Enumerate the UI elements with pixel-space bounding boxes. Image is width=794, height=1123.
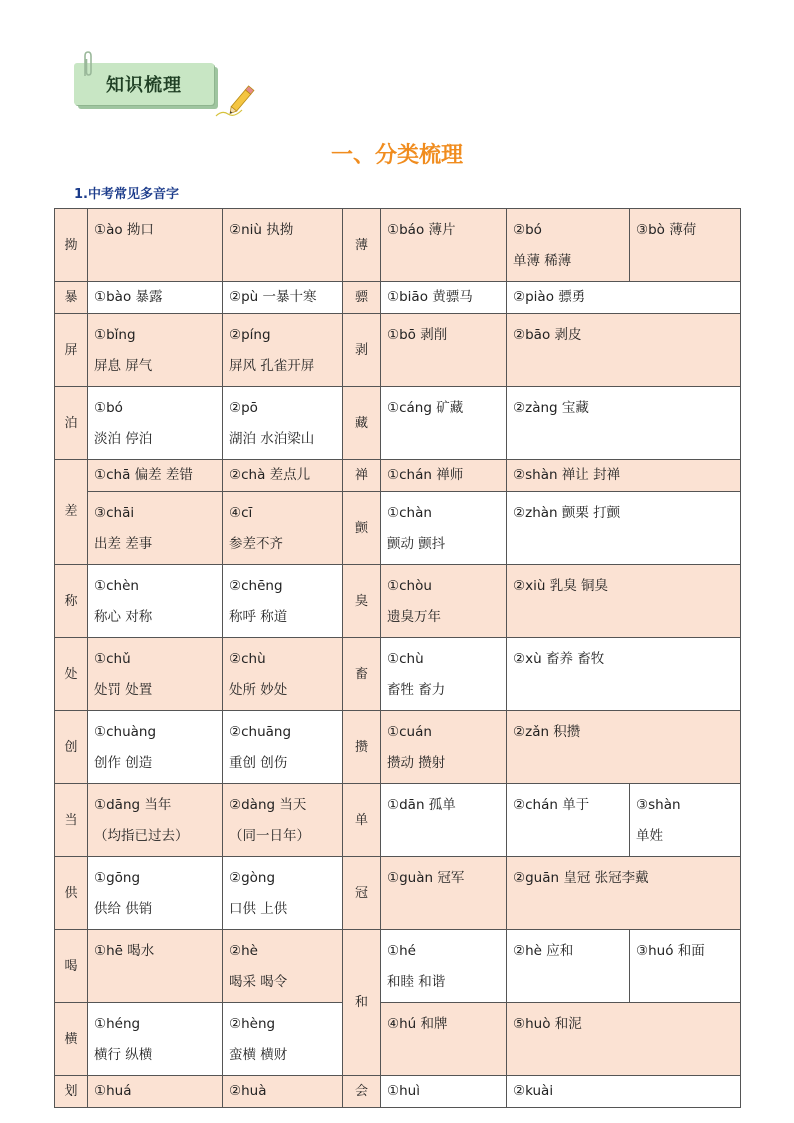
reading-cell	[88, 711, 223, 784]
reading-line: ②bó	[513, 222, 542, 238]
reading-cell	[630, 209, 741, 282]
reading-line: ①huì	[387, 1083, 420, 1099]
reading-line: 单姓	[636, 828, 663, 844]
reading-cell	[88, 1076, 223, 1108]
reading-cell	[88, 930, 223, 1003]
reading-cell	[223, 1003, 343, 1076]
table-row	[55, 1076, 741, 1108]
char-cell: 创	[55, 711, 88, 784]
reading-line: 屏息 屏气	[94, 358, 153, 374]
char-cell: 暴	[55, 282, 88, 314]
reading-line: ①biāo 黄骠马	[387, 289, 473, 305]
table-row	[55, 930, 741, 1003]
reading-cell	[381, 314, 507, 387]
reading-line: ①guàn 冠军	[387, 870, 465, 886]
table-row	[55, 387, 741, 460]
char-cell: 喝	[55, 930, 88, 1003]
reading-line: ②xiù 乳臭 铜臭	[513, 578, 608, 594]
reading-cell	[88, 387, 223, 460]
reading-cell	[381, 387, 507, 460]
reading-line: 蛮横 横财	[229, 1047, 288, 1063]
table-row	[55, 638, 741, 711]
reading-cell	[507, 209, 630, 282]
char-cell: 藏	[343, 387, 381, 460]
reading-line: ①chòu	[387, 578, 432, 594]
reading-cell	[381, 282, 507, 314]
reading-line: ②pù 一暴十寒	[229, 289, 317, 305]
char-cell: 畜	[343, 638, 381, 711]
reading-cell	[507, 1003, 741, 1076]
reading-line: ③shàn	[636, 797, 681, 813]
reading-line: ②gòng	[229, 870, 276, 886]
reading-line: 处所 妙处	[229, 682, 288, 698]
char-cell: 处	[55, 638, 88, 711]
reading-line: 淡泊 停泊	[94, 431, 153, 447]
reading-cell	[223, 857, 343, 930]
reading-line: ①cáng 矿藏	[387, 400, 464, 416]
table-row	[55, 711, 741, 784]
reading-cell	[223, 460, 343, 492]
reading-line: ①chàn	[387, 505, 432, 521]
reading-line: ②xù 畜养 畜牧	[513, 651, 605, 667]
reading-cell	[88, 492, 223, 565]
char-cell: 会	[343, 1076, 381, 1108]
char-cell: 攒	[343, 711, 381, 784]
reading-cell	[88, 282, 223, 314]
reading-line: ①bó	[94, 400, 123, 416]
reading-cell	[381, 209, 507, 282]
char-cell: 拗	[55, 209, 88, 282]
table-row	[55, 282, 741, 314]
section-tag-label: 知识梳理	[106, 75, 182, 96]
reading-line: ⑤huò 和泥	[513, 1016, 582, 1032]
reading-cell	[507, 784, 630, 857]
reading-cell	[507, 930, 630, 1003]
table-row	[55, 565, 741, 638]
char-cell: 冠	[343, 857, 381, 930]
reading-line: 称心 对称	[94, 609, 153, 625]
reading-line: （同一日年）	[229, 828, 310, 844]
reading-line: ②zǎn 积攒	[513, 724, 581, 740]
reading-cell	[223, 492, 343, 565]
section-heading: 1.中考常见多音字	[74, 187, 179, 202]
reading-cell	[381, 460, 507, 492]
reading-cell	[223, 565, 343, 638]
reading-line: 处罚 处置	[94, 682, 153, 698]
polyphonic-table	[54, 208, 741, 1108]
reading-line: 供给 供销	[94, 901, 153, 917]
reading-line: ②chán 单于	[513, 797, 590, 813]
section-tag	[74, 63, 222, 111]
reading-line: 喝采 喝令	[229, 974, 288, 990]
reading-cell	[381, 1076, 507, 1108]
reading-cell	[88, 209, 223, 282]
reading-line: ②niù 执拗	[229, 222, 294, 238]
reading-line: 参差不齐	[229, 536, 283, 552]
reading-cell	[223, 638, 343, 711]
reading-cell	[223, 930, 343, 1003]
reading-cell	[507, 857, 741, 930]
table-row	[55, 460, 741, 492]
reading-cell	[630, 930, 741, 1003]
reading-cell	[88, 314, 223, 387]
reading-line: ②píng	[229, 327, 271, 343]
reading-cell	[381, 857, 507, 930]
reading-line: 颤动 颤抖	[387, 536, 446, 552]
reading-cell	[223, 1076, 343, 1108]
reading-cell	[381, 492, 507, 565]
reading-cell	[507, 1076, 741, 1108]
reading-cell	[630, 784, 741, 857]
page-title: 一、分类梳理	[330, 143, 463, 168]
reading-line: ②huà	[229, 1083, 267, 1099]
reading-line: 口供 上供	[229, 901, 288, 917]
reading-cell	[88, 857, 223, 930]
reading-line: ①ào 拗口	[94, 222, 154, 238]
reading-line: ③bò 薄荷	[636, 222, 697, 238]
table-row	[55, 857, 741, 930]
reading-cell	[507, 565, 741, 638]
reading-line: ①chǔ	[94, 651, 131, 667]
char-cell: 供	[55, 857, 88, 930]
reading-cell	[88, 565, 223, 638]
reading-line: ④cī	[229, 505, 253, 521]
reading-cell	[223, 711, 343, 784]
char-cell: 横	[55, 1003, 88, 1076]
reading-line: ②pō	[229, 400, 258, 416]
paperclip-icon	[82, 50, 94, 80]
reading-line: ①dāng 当年	[94, 797, 172, 813]
reading-line: 称呼 称道	[229, 609, 288, 625]
char-cell: 骠	[343, 282, 381, 314]
reading-line: ②chēng	[229, 578, 283, 594]
reading-line: ②kuài	[513, 1083, 554, 1099]
reading-line: ①hé	[387, 943, 416, 959]
char-cell: 当	[55, 784, 88, 857]
reading-cell	[381, 784, 507, 857]
reading-line: 攒动 攒射	[387, 755, 446, 771]
reading-cell	[223, 282, 343, 314]
reading-cell	[507, 460, 741, 492]
reading-line: ①héng	[94, 1016, 141, 1032]
reading-line: ①bō 剥削	[387, 327, 448, 343]
reading-line: ①cuán	[387, 724, 432, 740]
char-cell: 颤	[343, 492, 381, 565]
reading-line: ②dàng 当天	[229, 797, 307, 813]
table-row	[55, 1003, 741, 1076]
char-cell: 臭	[343, 565, 381, 638]
reading-line: ②hèng	[229, 1016, 276, 1032]
table-row	[55, 784, 741, 857]
char-cell: 泊	[55, 387, 88, 460]
char-cell: 划	[55, 1076, 88, 1108]
reading-cell	[381, 711, 507, 784]
table-row	[55, 209, 741, 282]
char-cell: 和	[343, 930, 381, 1076]
reading-line: 畜牲 畜力	[387, 682, 446, 698]
reading-cell	[88, 460, 223, 492]
reading-cell	[88, 638, 223, 711]
reading-line: ②shàn 禅让 封禅	[513, 467, 621, 483]
char-cell: 差	[55, 460, 88, 565]
reading-line: 出差 差事	[94, 536, 153, 552]
reading-line: ②hè	[229, 943, 258, 959]
reading-line: ①dān 孤单	[387, 797, 456, 813]
reading-line: ①gōng	[94, 870, 141, 886]
char-cell: 屏	[55, 314, 88, 387]
pencil-icon	[212, 80, 262, 120]
reading-line: ①bào 暴露	[94, 289, 163, 305]
reading-cell	[381, 1003, 507, 1076]
reading-line: ①báo 薄片	[387, 222, 456, 238]
reading-line: ①chù	[387, 651, 424, 667]
table-row	[55, 314, 741, 387]
reading-cell	[507, 282, 741, 314]
reading-cell	[88, 1003, 223, 1076]
reading-line: 创作 创造	[94, 755, 153, 771]
reading-line: ④hú 和牌	[387, 1016, 448, 1032]
reading-cell	[381, 565, 507, 638]
reading-cell	[223, 387, 343, 460]
reading-line: ②chù	[229, 651, 266, 667]
reading-line: ②zàng 宝藏	[513, 400, 589, 416]
reading-line: 遗臭万年	[387, 609, 441, 625]
reading-cell	[223, 209, 343, 282]
reading-line: ②guān 皇冠 张冠李戴	[513, 870, 649, 886]
reading-line: 屏风 孔雀开屏	[229, 358, 315, 374]
reading-line: ②chà 差点儿	[229, 467, 311, 483]
reading-line: ②hè 应和	[513, 943, 574, 959]
reading-line: ①chán 禅师	[387, 467, 464, 483]
char-cell: 薄	[343, 209, 381, 282]
reading-line: ①bǐng	[94, 327, 136, 343]
reading-line: 横行 纵横	[94, 1047, 153, 1063]
reading-line: 单薄 稀薄	[513, 253, 572, 269]
reading-cell	[381, 930, 507, 1003]
reading-line: ①huá	[94, 1083, 132, 1099]
reading-line: ②chuāng	[229, 724, 292, 740]
reading-cell	[507, 387, 741, 460]
char-cell: 单	[343, 784, 381, 857]
reading-line: ①chuàng	[94, 724, 157, 740]
reading-line: ①chā 偏差 差错	[94, 467, 193, 483]
reading-cell	[507, 492, 741, 565]
reading-line: ③huó 和面	[636, 943, 705, 959]
reading-line: ①chèn	[94, 578, 139, 594]
reading-cell	[507, 711, 741, 784]
char-cell: 禅	[343, 460, 381, 492]
reading-cell	[88, 784, 223, 857]
table-row	[55, 492, 741, 565]
reading-cell	[381, 638, 507, 711]
reading-cell	[223, 784, 343, 857]
reading-cell	[507, 314, 741, 387]
reading-line: ①hē 喝水	[94, 943, 155, 959]
reading-line: （均指已过去）	[94, 828, 189, 844]
tag-box	[74, 63, 214, 105]
reading-line: ②bāo 剥皮	[513, 327, 582, 343]
char-cell: 剥	[343, 314, 381, 387]
reading-line: ②zhàn 颤栗 打颤	[513, 505, 621, 521]
reading-line: 和睦 和谐	[387, 974, 446, 990]
char-cell: 称	[55, 565, 88, 638]
reading-line: 湖泊 水泊梁山	[229, 431, 315, 447]
reading-line: 重创 创伤	[229, 755, 288, 771]
reading-line: ②piào 骠勇	[513, 289, 586, 305]
reading-cell	[223, 314, 343, 387]
reading-cell	[507, 638, 741, 711]
reading-line: ③chāi	[94, 505, 135, 521]
